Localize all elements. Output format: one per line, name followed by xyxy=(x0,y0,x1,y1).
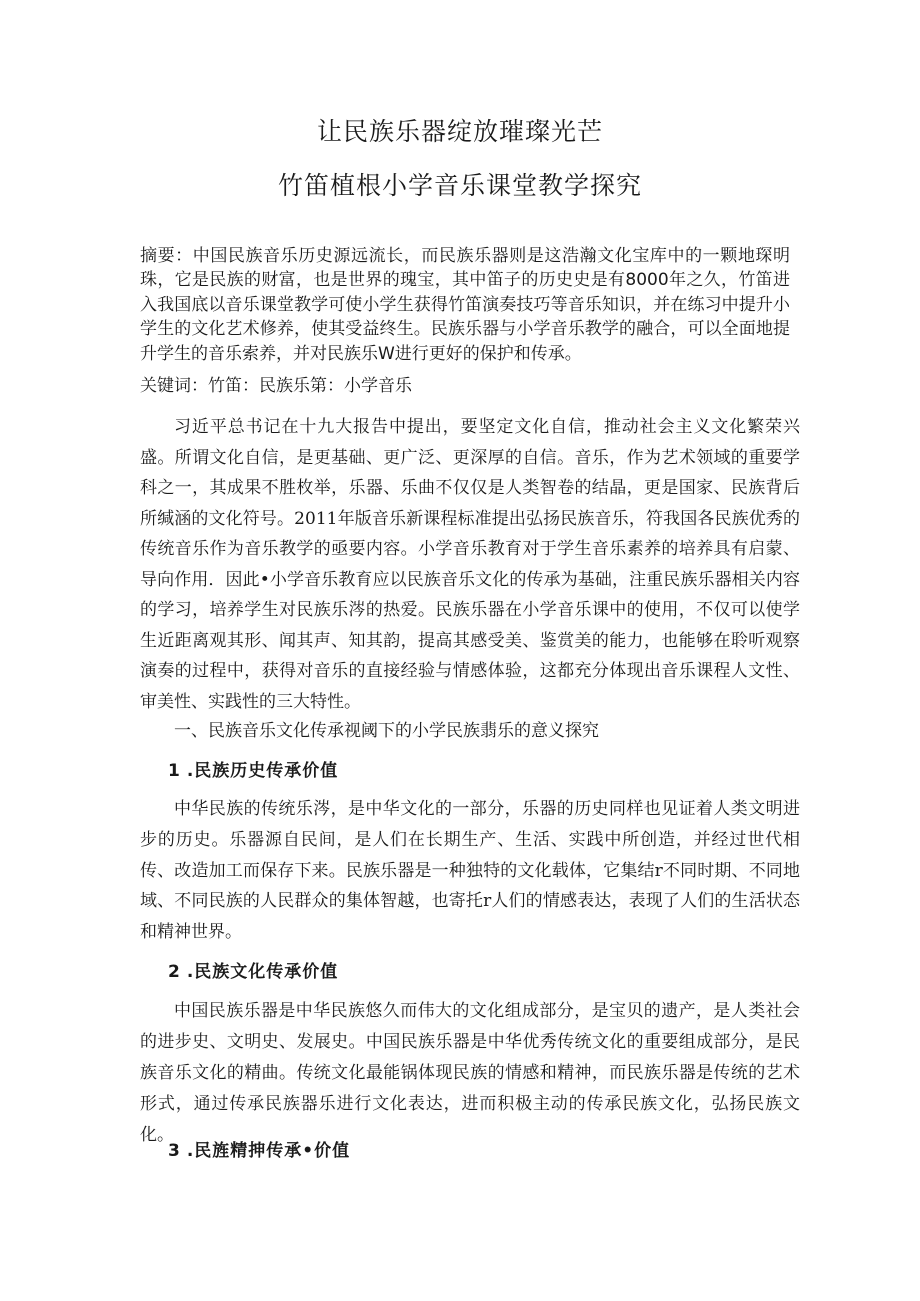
subsection-number: 3 xyxy=(168,1141,181,1161)
subsection-heading-1 xyxy=(168,756,338,786)
abstract-paragraph: 摘要：中国民族音乐历史源远流长，而民族乐器则是这浩瀚文化宝库中的一颗地琛明珠，它是民族的财富，也是世界的瑰宝，其中笛子的历史史是有8000年之久，竹笛进入我国底以音乐课堂教学可使小学生获得竹笛演奏技巧等音乐知识，并在练习中提升小学生的文化艺术修养，使其受益终生。民族乐器与小学音乐教学的融合，可以全面地提升学生的音乐索养，并对民族乐W进行更好的保护和传承。 xyxy=(140,246,790,364)
subsection-title: .民族文化传承价值 xyxy=(186,962,339,982)
subsection-number: 1 xyxy=(168,761,181,781)
subsection-heading-3 xyxy=(168,1136,350,1166)
subsection-title: .民族历史传承价值 xyxy=(186,761,339,781)
section-heading: 一、民族音乐文化传承视阈下的小学民族翡乐的意义探究 xyxy=(174,721,599,741)
intro-paragraph: 习近平总书记在十九大报告中提出，要坚定文化自信，推动社会主义文化繁荣兴盛。所谓文化自信，是更基础、更广泛、更深厚的自信。音乐，作为艺术领域的重要学科之一，其成果不胜枚举，乐器、乐曲不仅仅是人类智卷的结晶，更是国家、民族背后所缄涵的文化符号。2011年版音乐新课程标准提出弘扬民族音乐，符我国各民族优秀的传统音乐作为音乐教学的亟要内容。小学音乐教育对于学生音乐素养的培养具有启蒙、导向作用．因此•小学音乐教育应以民族音乐文化的传承为基础，注重民族乐器相关内容的学习，培养学生对民族乐涔的热爱。民族乐器在小学音乐课中的使用，不仅可以使学生近距离观其形、闻其声、知其韵，提高其感受美、鉴赏美的能力，也能够在聆听观察演奏的过程中，获得对音乐的直接经验与情感体验，这都充分体现出音乐课程人文性、审美性、实践性的三大特性。 xyxy=(140,417,800,712)
keywords-line: 关键词：竹笛：民族乐第：小学音乐 xyxy=(140,376,412,396)
subsection-title: .民旌精抻传承•价值 xyxy=(186,1141,351,1161)
subsection-heading-2 xyxy=(168,957,338,987)
subsection-number: 2 xyxy=(168,962,181,982)
title-line-1: 让民族乐器绽放璀璨光芒 xyxy=(316,117,603,146)
subsection-paragraph-1: 中华民族的传统乐涔，是中华文化的一部分，乐器的历史同样也见证着人类文明进步的历史。乐器源自民间，是人们在长期生产、生活、实践中所创造，并经过世代相传、改造加工而保存下来。民族乐器是一种独特的文化载体，它集结r不同时期、不同地域、不同民族的人民群众的集体智越，也寄托r人们的情感表达，表现了人们的生活状态和精神世界。 xyxy=(140,799,800,943)
subsection-paragraph-2: 中国民族乐器是中华民族悠久而伟大的文化组成部分，是宝贝的遗产，是人类社会的进步史、文明史、发展史。中国民族乐器是中华优秀传统文化的重要组成部分，是民族音乐文化的精曲。传统文化最能锅体现民族的情感和精神，而民族乐器是传统的艺术形式，通过传承民族器乐进行文化表达，进而积极主动的传承民族文化，弘扬民族文化。 xyxy=(140,1001,800,1145)
title-line-2: 竹笛植根小学音乐课堂教学探究 xyxy=(277,171,642,200)
